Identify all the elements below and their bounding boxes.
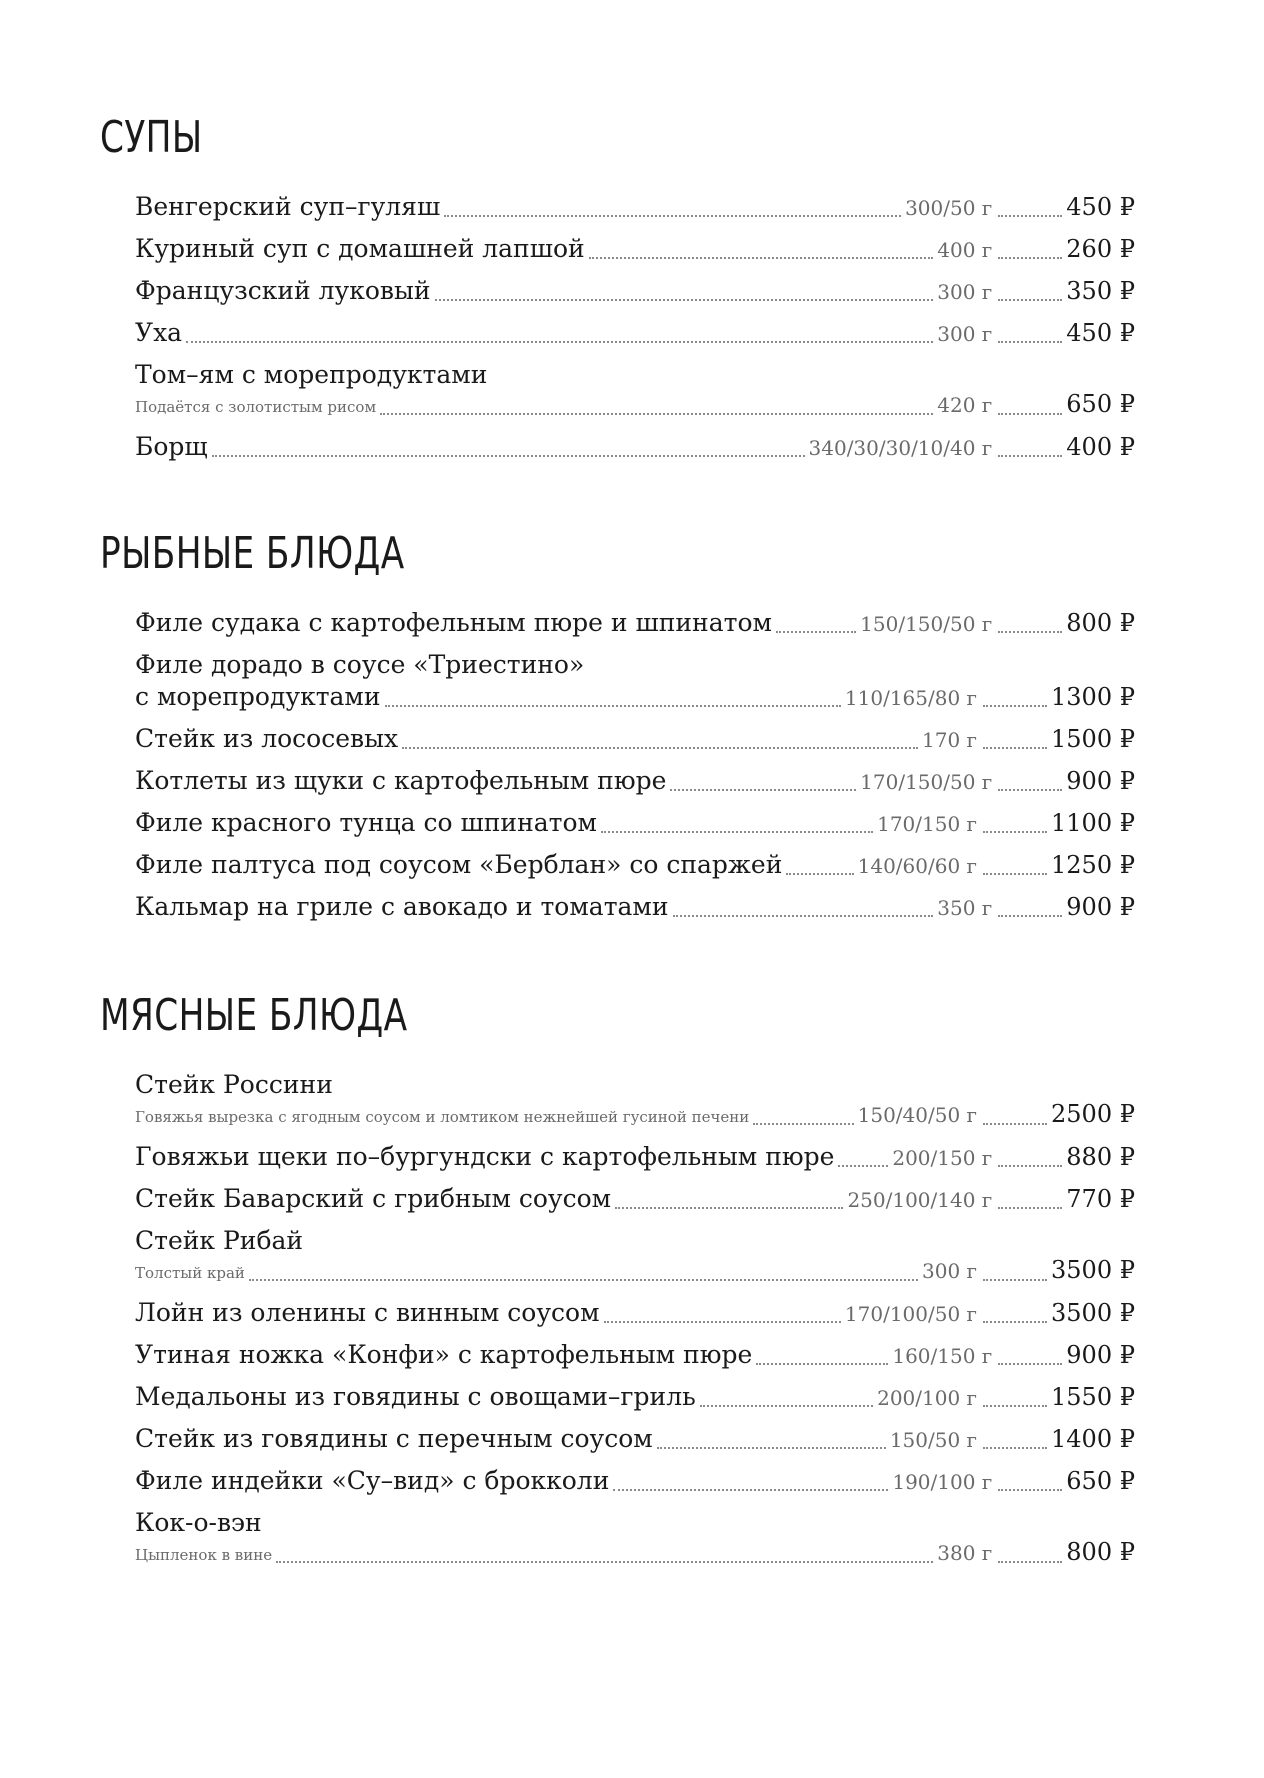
item-line [135,390,1135,424]
dot-leader [838,1165,888,1167]
item-name: Стейк Рибай [135,1226,304,1255]
item-price: 1500 ₽ [1051,725,1135,753]
item-line [135,1298,1135,1332]
item-weight: 150/40/50 г [857,1103,978,1127]
dot-leader [998,1363,1062,1365]
item-name: Стейк из говядины с перечным соусом [135,1424,653,1453]
dot-leader [385,705,841,707]
item-name: Медальоны из говядины с овощами–гриль [135,1382,696,1411]
dot-leader [249,1279,918,1281]
item-weight: 300 г [922,1259,978,1283]
item-line [135,432,1135,466]
item-price: 450 ₽ [1066,319,1135,347]
item-price: 1550 ₽ [1051,1383,1135,1411]
item-price: 400 ₽ [1066,433,1135,461]
section-title: МЯСНЫЕ БЛЮДА [100,990,408,1041]
item-name: Французский луковый [135,276,431,305]
item-price: 900 ₽ [1066,893,1135,921]
item-line [135,276,1135,310]
item-price: 650 ₽ [1066,390,1135,418]
item-name: Куриный суп с домашней лапшой [135,234,585,263]
dot-leader [998,1561,1062,1563]
item-price: 1400 ₽ [1051,1425,1135,1453]
item-line [135,234,1135,268]
item-price: 650 ₽ [1066,1467,1135,1495]
dot-leader [998,215,1062,217]
item-name: Кок-о-вэн [135,1508,262,1537]
item-weight: 300 г [937,322,993,346]
dot-leader [601,831,873,833]
dot-leader [998,915,1062,917]
dot-leader [700,1405,873,1407]
item-weight: 170/150/50 г [860,770,993,794]
dot-leader [435,299,934,301]
item-weight: 160/150 г [892,1344,993,1368]
item-price: 450 ₽ [1066,193,1135,221]
item-price: 800 ₽ [1066,1538,1135,1566]
dot-leader [186,341,933,343]
item-line [135,1142,1135,1176]
item-price: 1250 ₽ [1051,851,1135,879]
item-name: Кальмар на гриле с авокадо и томатами [135,892,669,921]
item-name: Лойн из оленины с винным соусом [135,1298,600,1327]
dot-leader [756,1363,888,1365]
item-line [135,1382,1135,1416]
dot-leader [998,1165,1062,1167]
dot-leader [276,1561,933,1563]
item-price: 880 ₽ [1066,1143,1135,1171]
item-name: Котлеты из щуки с картофельным пюре [135,766,667,795]
item-line [135,1100,1135,1134]
item-line [135,1424,1135,1458]
dot-leader [983,1123,1047,1125]
item-description: Толстый край [135,1264,245,1282]
item-price: 260 ₽ [1066,235,1135,263]
item-description: Подаётся с золотистым рисом [135,398,377,416]
item-price: 2500 ₽ [1051,1100,1135,1128]
dot-leader [998,1207,1062,1209]
dot-leader [998,1489,1062,1491]
item-line [135,808,1135,842]
item-name: Филе дорадо в соусе «Триестино» [135,650,585,679]
dot-leader [983,831,1047,833]
dot-leader [998,455,1062,457]
item-price: 900 ₽ [1066,767,1135,795]
item-price: 1100 ₽ [1051,809,1135,837]
item-price: 350 ₽ [1066,277,1135,305]
item-weight: 150/150/50 г [860,612,993,636]
dot-leader [998,631,1062,633]
item-name: Филе красного тунца со шпинатом [135,808,597,837]
item-weight: 300 г [937,280,993,304]
dot-leader [380,413,933,415]
item-line [135,724,1135,758]
item-line [135,892,1135,926]
dot-leader [776,631,856,633]
dot-leader [212,455,805,457]
item-weight: 110/165/80 г [844,686,978,710]
dot-leader [657,1447,886,1449]
dot-leader [615,1207,843,1209]
dot-leader [983,1447,1047,1449]
item-weight: 170/150 г [877,812,978,836]
item-weight: 340/30/30/10/40 г [808,436,993,460]
item-line [135,1538,1135,1572]
item-line [135,850,1135,884]
item-name: Том–ям с морепродуктами [135,360,488,389]
dot-leader [983,1405,1047,1407]
item-description: Цыпленок в вине [135,1546,273,1564]
dot-leader [753,1123,853,1125]
item-line [135,1184,1135,1218]
item-price: 1300 ₽ [1051,683,1135,711]
dot-leader [786,873,853,875]
item-line [135,682,1135,716]
dot-leader [998,341,1062,343]
item-line [135,766,1135,800]
item-weight: 200/100 г [877,1386,978,1410]
item-description: Говяжья вырезка с ягодным соусом и ломтиком нежнейшей гусиной печени [135,1108,750,1126]
item-price: 3500 ₽ [1051,1299,1135,1327]
item-weight: 140/60/60 г [857,854,978,878]
item-price: 800 ₽ [1066,609,1135,637]
item-name: Венгерский суп–гуляш [135,192,441,221]
item-line [135,318,1135,352]
dot-leader [998,299,1062,301]
item-name: Утиная ножка «Конфи» с картофельным пюре [135,1340,753,1369]
item-name: Говяжьи щеки по–бургундски с картофельным пюре [135,1142,835,1171]
item-weight: 170 г [922,728,978,752]
item-weight: 200/150 г [892,1146,993,1170]
item-name: Борщ [135,432,208,461]
dot-leader [998,413,1062,415]
item-price: 3500 ₽ [1051,1256,1135,1284]
item-weight: 300/50 г [905,196,993,220]
dot-leader [998,257,1062,259]
dot-leader [604,1321,841,1323]
item-line [135,608,1135,642]
item-weight: 190/100 г [892,1470,993,1494]
item-name: Филе индейки «Су–вид» с брокколи [135,1466,610,1495]
dot-leader [998,789,1062,791]
item-weight: 400 г [937,238,993,262]
item-name: Уха [135,318,183,347]
dot-leader [444,215,901,217]
item-line [135,1340,1135,1374]
dot-leader [983,1279,1047,1281]
item-weight: 170/100/50 г [844,1302,978,1326]
item-name: Филе судака с картофельным пюре и шпинатом [135,608,772,637]
section-title: РЫБНЫЕ БЛЮДА [100,528,405,579]
item-name-continued: с морепродуктами [135,682,381,711]
dot-leader [589,257,934,259]
item-price: 770 ₽ [1066,1185,1135,1213]
item-line [135,192,1135,226]
dot-leader [670,789,856,791]
item-weight: 420 г [937,393,993,417]
item-price: 900 ₽ [1066,1341,1135,1369]
section-title: СУПЫ [100,112,203,163]
dot-leader [673,915,934,917]
dot-leader [983,1321,1047,1323]
dot-leader [402,747,918,749]
item-line [135,1256,1135,1290]
item-name: Стейк Россини [135,1070,333,1099]
item-line [135,1466,1135,1500]
item-weight: 250/100/140 г [847,1188,993,1212]
item-name: Стейк Баварский с грибным соусом [135,1184,612,1213]
dot-leader [613,1489,888,1491]
dot-leader [983,873,1047,875]
item-weight: 350 г [937,896,993,920]
dot-leader [983,747,1047,749]
item-weight: 150/50 г [889,1428,978,1452]
item-weight: 380 г [937,1541,993,1565]
item-name: Стейк из лососевых [135,724,399,753]
item-name: Филе палтуса под соусом «Берблан» со спаржей [135,850,783,879]
dot-leader [983,705,1047,707]
